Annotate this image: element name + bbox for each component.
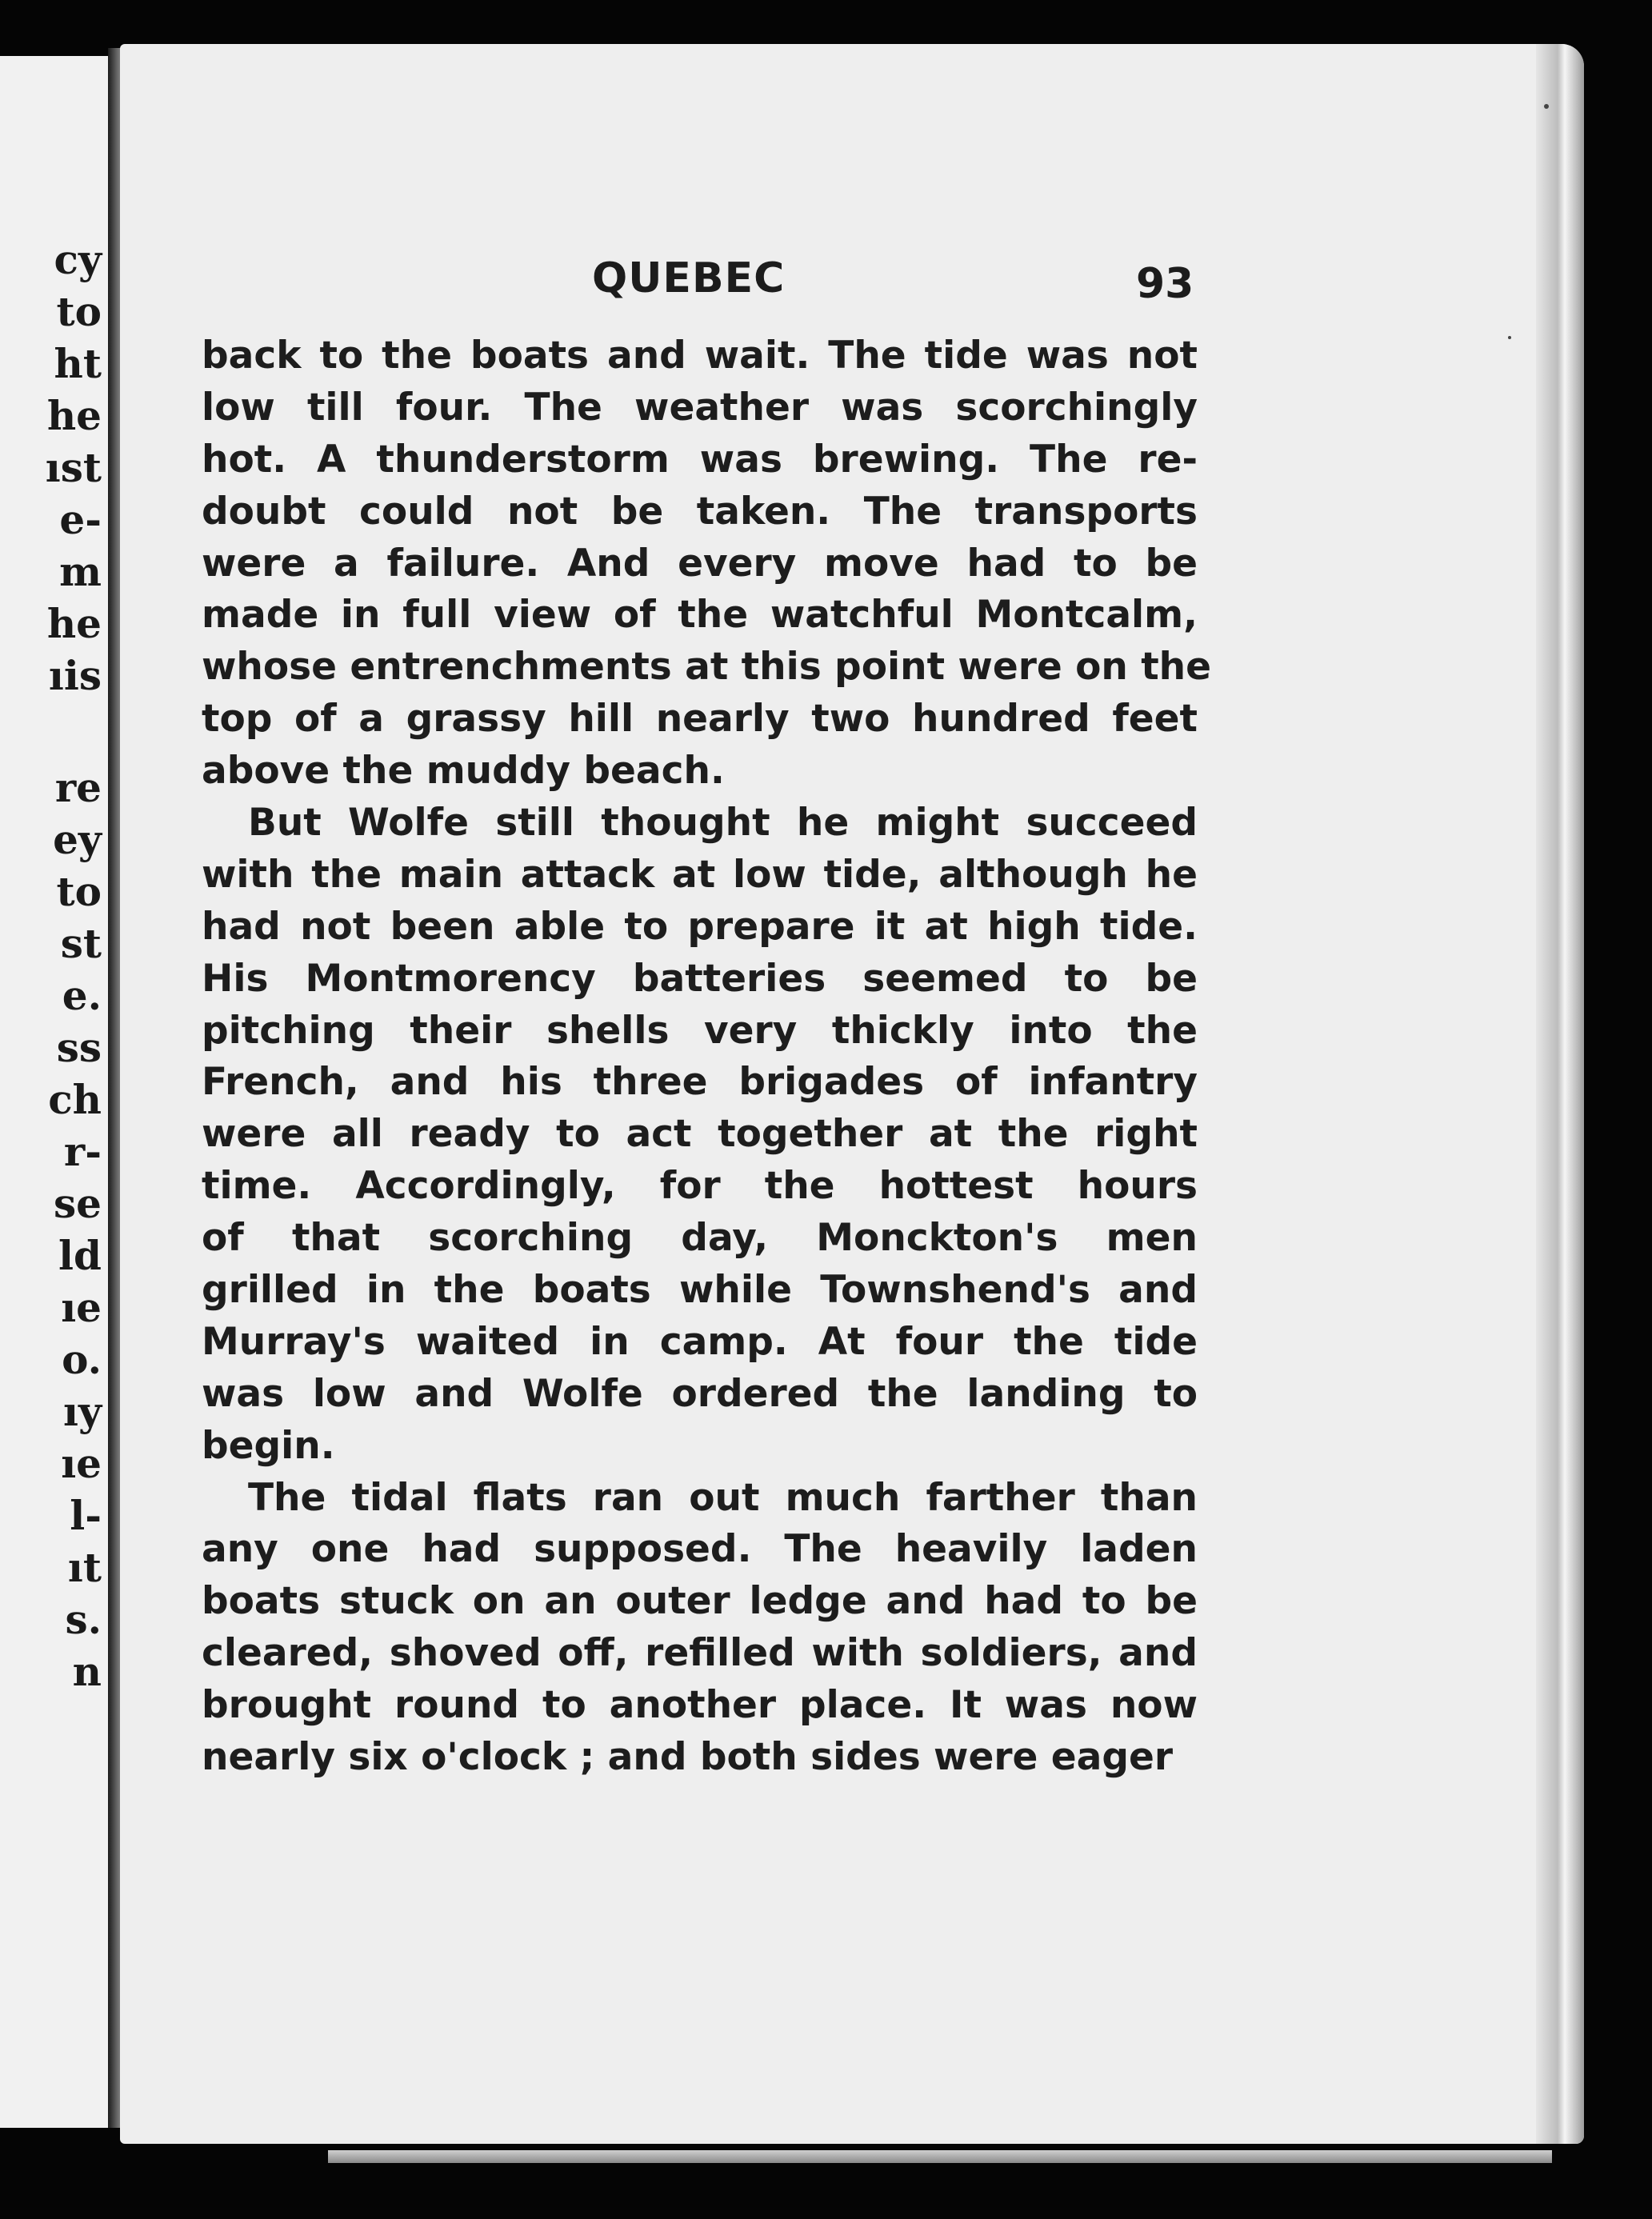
left-page-text-fragment: s. — [65, 1596, 102, 1643]
left-page-text-fragment: se — [54, 1180, 102, 1227]
left-page-text-fragment: e- — [59, 496, 102, 543]
left-page-text-fragment: re — [54, 764, 102, 811]
running-head: QUEBEC — [592, 254, 786, 302]
text-line: French, and his three brigades of infantry — [202, 1060, 1198, 1105]
scan-speck — [1508, 336, 1511, 339]
text-line: But Wolfe still thought he might succeed — [248, 801, 1198, 846]
left-page-text-fragment: he — [46, 392, 102, 439]
paragraph — [202, 1473, 1198, 1784]
text-line: hot. A thunderstorm was brewing. The re- — [202, 437, 1198, 482]
left-page-text-fragment: ht — [54, 340, 102, 387]
left-page-text-fragment: he — [46, 600, 102, 647]
text-line: of that scorching day, Monckton's men — [202, 1216, 1198, 1261]
left-page-text-fragment: cy — [54, 236, 102, 283]
left-page-text-fragment: r- — [63, 1128, 102, 1175]
text-line: boats stuck on an outer ledge and had to be — [202, 1579, 1198, 1624]
text-line: was low and Wolfe ordered the landing to — [202, 1371, 1198, 1416]
body-text — [202, 330, 1212, 1784]
left-page-text-fragment: ss — [56, 1024, 102, 1071]
text-line: cleared, shoved off, refilled with soldiers, and — [202, 1631, 1198, 1676]
left-page-text-fragment: to — [56, 868, 102, 915]
left-page-text-fragment: ch — [48, 1076, 102, 1123]
text-line: whose entrenchments at this point were on the — [202, 645, 1212, 690]
left-page-text-fragment: ıy — [62, 1388, 102, 1435]
text-line: pitching their shells very thickly into the — [202, 1008, 1198, 1053]
paragraph — [202, 330, 1212, 798]
left-page-text-fragment: ıe — [61, 1284, 102, 1331]
text-line: any one had supposed. The heavily laden — [202, 1527, 1198, 1572]
text-line: doubt could not be taken. The transports — [202, 489, 1198, 534]
page-number: 93 — [1136, 260, 1194, 308]
right-page — [120, 44, 1584, 2144]
left-page-text-fragment: ey — [53, 816, 102, 863]
text-line: Murray's waited in camp. At four the tide — [202, 1319, 1198, 1364]
page-edge-shading — [1536, 44, 1584, 2144]
text-line: time. Accordingly, for the hottest hours — [202, 1164, 1198, 1209]
text-line: were all ready to act together at the right — [202, 1112, 1198, 1157]
text-line: The tidal flats ran out much farther than — [248, 1475, 1198, 1520]
left-page-text-fragment: l- — [70, 1492, 102, 1539]
left-page-text-fragment: n — [72, 1648, 102, 1695]
text-line: back to the boats and wait. The tide was not — [202, 334, 1198, 378]
text-line: made in full view of the watchful Montcalm, — [202, 593, 1198, 638]
left-page-text-fragment: ıe — [61, 1440, 102, 1487]
text-line: grilled in the boats while Townshend's and — [202, 1268, 1198, 1313]
paragraph — [202, 798, 1198, 1473]
text-line: with the main attack at low tide, although he — [202, 852, 1198, 897]
left-facing-page — [0, 56, 111, 2128]
text-line: nearly six o'clock ; and both sides were eager — [202, 1735, 1174, 1780]
scan-speck — [1544, 104, 1549, 109]
text-line: brought round to another place. It was now — [202, 1683, 1198, 1728]
left-page-text-fragment: e. — [62, 972, 102, 1019]
left-page-text-fragment: ld — [58, 1232, 102, 1279]
text-line: top of a grassy hill nearly two hundred feet — [202, 697, 1198, 742]
text-line: begin. — [202, 1423, 335, 1468]
page-bottom-edge — [328, 2150, 1552, 2163]
left-page-text-fragment: ıst — [45, 444, 102, 491]
text-line: were a failure. And every move had to be — [202, 541, 1198, 586]
text-line: had not been able to prepare it at high tide. — [202, 904, 1198, 949]
left-page-text-fragment: ıis — [48, 652, 102, 699]
left-page-text-fragment: m — [59, 548, 102, 595]
text-line: low till four. The weather was scorchingly — [202, 385, 1198, 430]
left-page-text-fragment: to — [56, 288, 102, 335]
left-page-text-fragment: ıt — [67, 1544, 102, 1591]
text-line: His Montmorency batteries seemed to be — [202, 956, 1198, 1001]
text-line: above the muddy beach. — [202, 749, 725, 794]
left-page-text-fragment: st — [60, 920, 102, 967]
left-page-text-fragment: o. — [62, 1336, 102, 1383]
